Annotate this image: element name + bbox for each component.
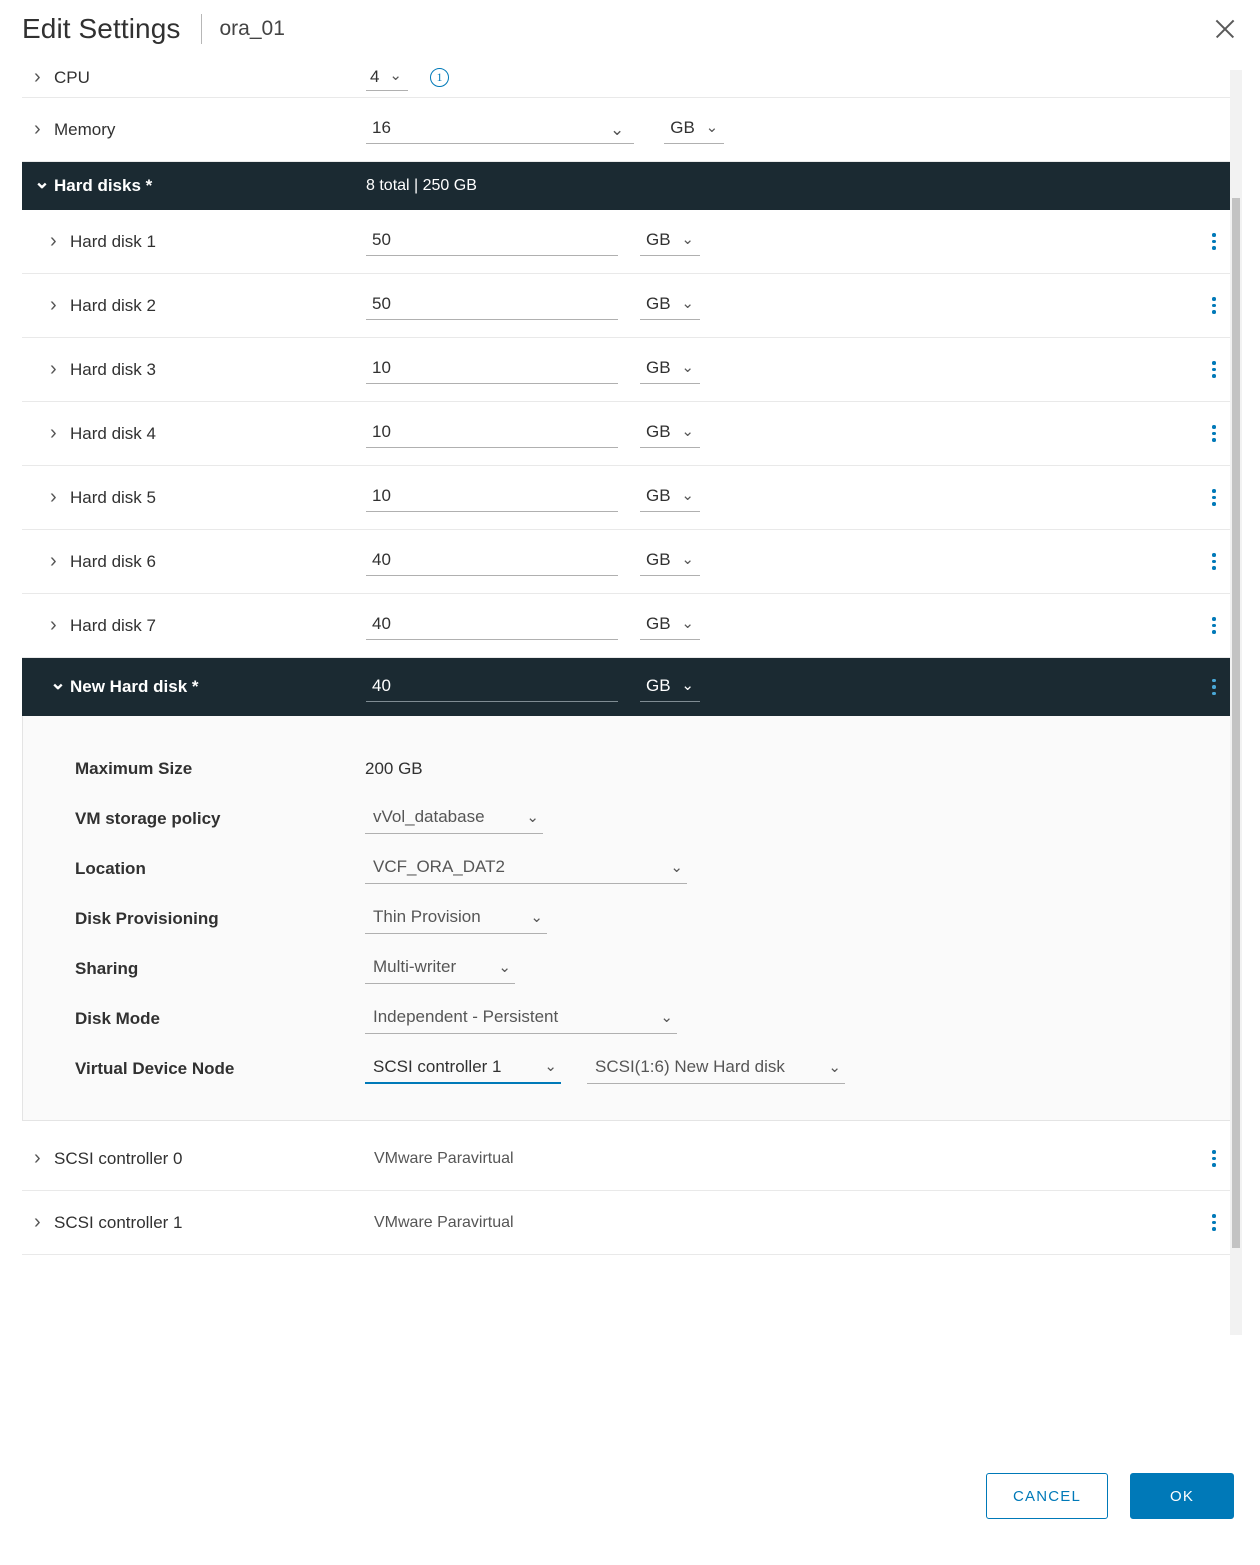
chevron-right-icon[interactable] (50, 230, 70, 253)
header-divider (201, 14, 202, 44)
sharing-select[interactable] (365, 954, 515, 984)
row-scsi-controller-0[interactable] (22, 1127, 1238, 1191)
detail-disk-mode (23, 994, 1237, 1044)
disk-actions-menu-icon[interactable] (1194, 617, 1234, 634)
disk-mode-select[interactable] (365, 1004, 677, 1034)
disk-actions-menu-icon[interactable] (1194, 489, 1234, 506)
disk-size-input[interactable] (366, 227, 618, 256)
chevron-right-icon[interactable] (34, 118, 54, 141)
hard-disks-label: Hard disks * (54, 176, 153, 195)
maximum-size-value: 200 GB (365, 759, 423, 778)
disk-label-wrap (34, 294, 366, 317)
scsi-controller-0-value: VMware Paravirtual (374, 1149, 514, 1167)
disk-label: Hard disk 1 (70, 231, 156, 251)
table-row[interactable] (22, 274, 1238, 338)
chevron-right-icon[interactable] (50, 358, 70, 381)
virtual-device-node-unit-select[interactable] (587, 1054, 845, 1084)
disk-provisioning-label: Disk Provisioning (75, 909, 219, 928)
table-row[interactable] (22, 402, 1238, 466)
scrollbar-thumb[interactable] (1232, 198, 1240, 1248)
vm-name: ora_01 (219, 17, 285, 40)
new-disk-unit-select[interactable] (640, 673, 700, 702)
close-icon[interactable] (1210, 14, 1240, 44)
chevron-down-icon: ⌄ (681, 615, 694, 633)
page-title: Edit Settings (22, 13, 181, 44)
disk-label-wrap (34, 358, 366, 381)
memory-input[interactable] (366, 115, 634, 144)
scrollbar[interactable] (1230, 70, 1242, 1335)
chevron-down-icon: ⌄ (681, 231, 694, 249)
scsi-controller-1-actions-menu-icon[interactable] (1194, 1214, 1234, 1231)
disk-size-input[interactable] (366, 547, 618, 576)
chevron-down-icon: ⌄ (681, 551, 694, 569)
chevron-down-icon: ⌄ (660, 1008, 673, 1026)
disk-unit-select[interactable] (640, 547, 700, 576)
info-icon[interactable]: 1 (430, 68, 449, 87)
disk-unit-value: GB (646, 422, 671, 441)
disk-unit-value: GB (646, 486, 671, 505)
chevron-right-icon[interactable] (50, 294, 70, 317)
disk-label-wrap (34, 550, 366, 573)
disk-unit-select[interactable] (640, 227, 700, 256)
disk-unit-value: GB (646, 614, 671, 633)
disk-actions-menu-icon[interactable] (1194, 425, 1234, 442)
virtual-device-node-unit-value: SCSI(1:6) New Hard disk (595, 1057, 785, 1076)
chevron-down-icon: ⌄ (526, 808, 539, 826)
virtual-device-node-label: Virtual Device Node (75, 1059, 235, 1078)
disk-mode-value: Independent - Persistent (373, 1007, 559, 1026)
dialog-footer (0, 1453, 1260, 1565)
new-disk-label: New Hard disk * (70, 677, 199, 696)
disk-unit-value: GB (646, 358, 671, 377)
chevron-right-icon[interactable] (34, 66, 54, 89)
cpu-count-value: 4 (370, 66, 380, 86)
chevron-down-icon: ⌄ (828, 1058, 841, 1076)
dialog-header (0, 0, 1260, 58)
dialog-body (0, 58, 1260, 1453)
hard-disks-summary: 8 total | 250 GB (366, 177, 477, 194)
vm-storage-policy-select[interactable] (365, 804, 543, 834)
new-disk-size-input[interactable] (366, 673, 618, 702)
section-hard-disks[interactable] (22, 162, 1238, 210)
disk-actions-menu-icon[interactable] (1194, 233, 1234, 250)
chevron-down-icon: ⌄ (498, 958, 511, 976)
chevron-down-icon[interactable] (50, 676, 70, 699)
disk-label: Hard disk 5 (70, 487, 156, 507)
sharing-value: Multi-writer (373, 957, 457, 976)
disk-unit-value: GB (646, 230, 671, 249)
disk-label: Hard disk 6 (70, 551, 156, 571)
location-value: VCF_ORA_DAT2 (373, 857, 505, 876)
new-disk-unit-value: GB (646, 675, 671, 695)
cpu-label: CPU (54, 67, 90, 87)
vm-storage-policy-value: vVol_database (373, 807, 485, 826)
settings-scroll-area (22, 58, 1238, 1453)
detail-location (23, 844, 1237, 894)
memory-unit-value: GB (670, 118, 695, 137)
detail-virtual-device-node (23, 1044, 1237, 1094)
disk-provisioning-select[interactable] (365, 904, 547, 934)
chevron-down-icon[interactable]: ⌄ (610, 119, 625, 139)
maximum-size-label: Maximum Size (75, 759, 193, 778)
disk-provisioning-value: Thin Provision (373, 907, 481, 926)
section-new-hard-disk[interactable] (22, 658, 1238, 716)
disk-unit-select[interactable] (640, 483, 700, 512)
disk-label: Hard disk 4 (70, 423, 156, 443)
disk-size-input[interactable] (366, 355, 618, 384)
cpu-label-wrap (34, 66, 366, 89)
row-scsi-controller-1[interactable] (22, 1191, 1238, 1255)
table-row[interactable] (22, 594, 1238, 658)
disk-label: Hard disk 7 (70, 615, 156, 635)
disk-label-wrap (34, 614, 366, 637)
chevron-right-icon[interactable] (50, 614, 70, 637)
scsi-controller-0-label-wrap (34, 1147, 374, 1170)
table-row[interactable] (22, 530, 1238, 594)
chevron-right-icon[interactable] (34, 1211, 54, 1234)
chevron-right-icon[interactable] (50, 486, 70, 509)
disk-unit-select[interactable] (640, 355, 700, 384)
table-row[interactable] (22, 338, 1238, 402)
disk-label-wrap (34, 422, 366, 445)
disk-unit-value: GB (646, 550, 671, 569)
chevron-down-icon: ⌄ (705, 119, 719, 137)
virtual-device-node-controller-value: SCSI controller 1 (373, 1056, 502, 1076)
table-row[interactable] (22, 466, 1238, 530)
disk-unit-value: GB (646, 294, 671, 313)
memory-label: Memory (54, 119, 116, 139)
table-row[interactable] (22, 210, 1238, 274)
detail-maximum-size (23, 744, 1237, 794)
chevron-down-icon: ⌄ (670, 858, 683, 876)
scsi-controller-1-label-wrap (34, 1211, 374, 1234)
new-disk-detail-panel (22, 716, 1238, 1121)
chevron-down-icon: ⌄ (681, 487, 694, 505)
detail-vm-storage-policy (23, 794, 1237, 844)
disk-actions-menu-icon[interactable] (1194, 297, 1234, 314)
chevron-right-icon[interactable] (50, 550, 70, 573)
chevron-down-icon: ⌄ (389, 67, 402, 85)
disk-size-input[interactable] (366, 419, 618, 448)
detail-disk-provisioning (23, 894, 1237, 944)
location-label: Location (75, 859, 146, 878)
chevron-down-icon: ⌄ (681, 423, 694, 441)
ok-button[interactable]: OK (1130, 1473, 1234, 1519)
new-disk-label-wrap (34, 676, 366, 699)
virtual-device-node-controller-select[interactable] (365, 1054, 561, 1084)
disk-label: Hard disk 3 (70, 359, 156, 379)
chevron-down-icon: ⌄ (530, 908, 543, 926)
memory-label-wrap (34, 118, 366, 141)
disk-size-input[interactable] (366, 291, 618, 320)
detail-sharing (23, 944, 1237, 994)
location-select[interactable] (365, 854, 687, 884)
row-memory[interactable] (22, 98, 1238, 162)
chevron-right-icon[interactable] (50, 422, 70, 445)
disk-unit-select[interactable] (640, 419, 700, 448)
scsi-controller-1-label: SCSI controller 1 (54, 1212, 183, 1232)
vm-storage-policy-label: VM storage policy (75, 809, 221, 828)
disk-size-input[interactable] (366, 483, 618, 512)
disk-size-input[interactable] (366, 611, 618, 640)
chevron-down-icon: ⌄ (681, 295, 694, 313)
cancel-button[interactable]: CANCEL (986, 1473, 1108, 1519)
scsi-controller-0-label: SCSI controller 0 (54, 1148, 183, 1168)
memory-unit-select[interactable] (664, 115, 724, 144)
disk-label-wrap (34, 486, 366, 509)
new-disk-actions-menu-icon[interactable] (1194, 679, 1234, 696)
disk-label-wrap (34, 230, 366, 253)
chevron-down-icon: ⌄ (681, 676, 694, 694)
row-cpu[interactable] (22, 58, 1238, 98)
hard-disks-label-wrap (34, 175, 366, 198)
chevron-down-icon: ⌄ (681, 359, 694, 377)
chevron-right-icon[interactable] (34, 1147, 54, 1170)
disk-mode-label: Disk Mode (75, 1009, 161, 1028)
disk-unit-select[interactable] (640, 291, 700, 320)
scsi-controller-1-value: VMware Paravirtual (374, 1213, 514, 1231)
disk-unit-select[interactable] (640, 611, 700, 640)
scsi-controller-0-actions-menu-icon[interactable] (1194, 1150, 1234, 1167)
cpu-count-select[interactable] (366, 65, 408, 91)
sharing-label: Sharing (75, 959, 139, 978)
disk-actions-menu-icon[interactable] (1194, 553, 1234, 570)
chevron-down-icon: ⌄ (544, 1058, 557, 1076)
disk-label: Hard disk 2 (70, 295, 156, 315)
chevron-down-icon[interactable] (34, 175, 54, 198)
disk-actions-menu-icon[interactable] (1194, 361, 1234, 378)
